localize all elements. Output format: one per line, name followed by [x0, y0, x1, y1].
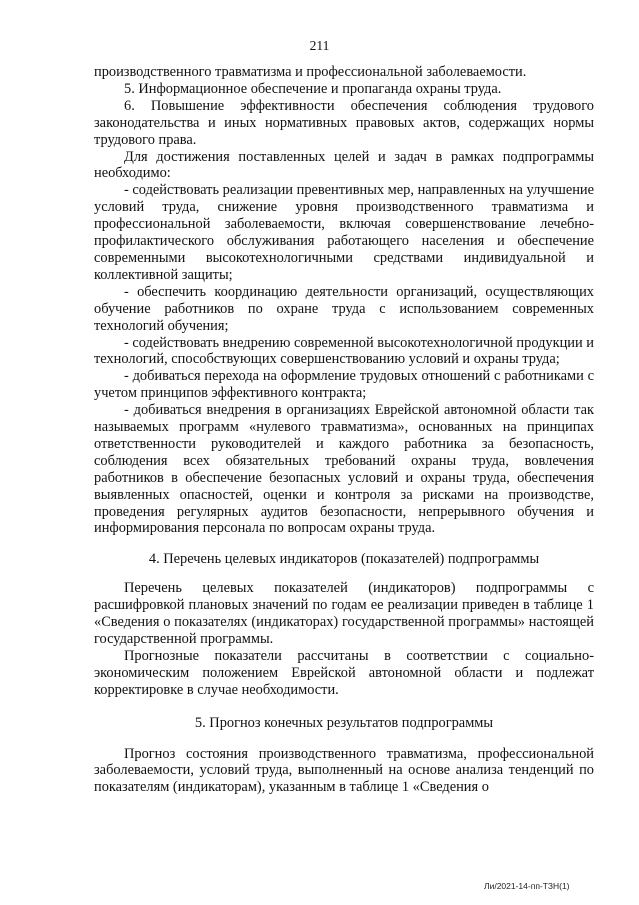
list-item: 5. Информационное обеспечение и пропаганда охраны труда.: [124, 80, 502, 97]
bullet-item: - добиваться внедрения в организациях Еврейской автономной области так называемых программ «нулевого травматизма», основанных на принципах ответственности руководителей и каждого работника за безопасность, соблюдения всех обязательных требований охраны труда, вовлечения работников в обеспечение безопасных условий и охраны труда, обеспечения выявленных опасностей, оценки и контроля за рисками на производстве, проведения регулярных аудитов безопасности, непрерывного обучения и информирования персонала по вопросам охраны труда.: [94, 402, 594, 537]
list-item: 6. Повышение эффективности обеспечения соблюдения трудового законодательства и иных нормативных правовых актов, содержащих нормы трудового права.: [94, 97, 594, 148]
section-heading: 4. Перечень целевых индикаторов (показателей) подпрограммы: [148, 551, 540, 568]
bullet-item: - добиваться перехода на оформление трудовых отношений с работниками с учетом принципов эффективного контракта;: [94, 368, 594, 402]
bullet-item: - обеспечить координацию деятельности организаций, осуществляющих обучение работников по охране труда с использованием современных технологий обучения;: [94, 283, 594, 334]
paragraph: Прогнозные показатели рассчитаны в соответствии с социально-экономическим положением Еврейской автономной области и подлежат корректировке в случае необходимости.: [94, 647, 594, 698]
paragraph: Для достижения поставленных целей и задач в рамках подпрограммы необходимо:: [94, 148, 594, 182]
document-code: Ли/2021-14-пп-ТЗН(1): [484, 881, 570, 891]
paragraph: производственного травматизма и профессиональной заболеваемости.: [94, 64, 527, 80]
document-body: [94, 64, 594, 796]
bullet-item: - содействовать реализации превентивных мер, направленных на улучшение условий труда, снижение уровня производственного травматизма и профессиональной заболеваемости, включая совершенствование лечебно-профилактического обслуживания работающего населения и обеспечение современными высокотехнологичными средствами индивидуальной и коллективной защиты;: [94, 182, 594, 283]
paragraph: Прогноз состояния производственного травматизма, профессиональной заболеваемости, условий труда, выполненный на основе анализа тенденций по показателям (индикаторам), указанным в таблице 1 «Сведения о: [94, 745, 594, 796]
page-number: 211: [309, 38, 330, 53]
section-heading: 5. Прогноз конечных результатов подпрограммы: [194, 714, 494, 731]
paragraph: Перечень целевых показателей (индикаторов) подпрограммы с расшифровкой плановых значений по годам ее реализации приведен в таблице 1 «Сведения о показателях (индикаторах) государственной программы» настоящей государственной программы.: [94, 580, 594, 647]
bullet-item: - содействовать внедрению современной высокотехнологичной продукции и технологий, способствующих совершенствованию условий и охраны труда;: [94, 334, 595, 368]
